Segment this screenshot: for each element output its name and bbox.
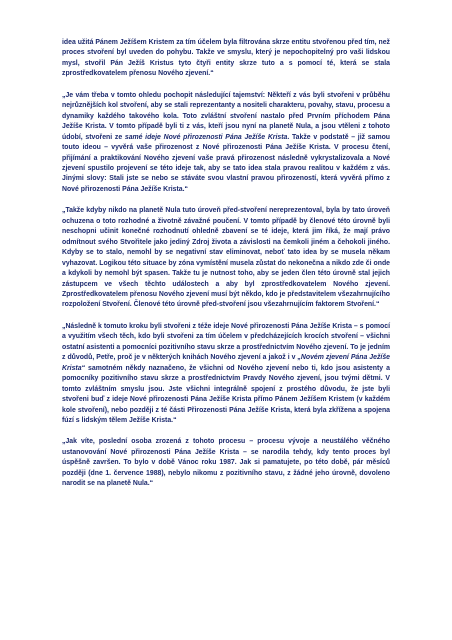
paragraph-text: idea užitá Pánem Ježíšem Kristem za tím účelem byla filtrována skrze entitu stvořenou před tím, než proces stvoření byl uveden do pohybu. Takže ve smyslu, který je nepochopitelný pro vaši lidskou mysl, stvořil Pán Ježíš Kristus tyto čtyři entity skrze tuto a s pomocí té, která se stala zprostředkovatelem přenosu Nového zjevení.“	[62, 39, 390, 78]
paragraph-text: „Jak víte, poslední osoba zrozená z tohoto procesu – procesu vývoje a neustálého věčného ustanovování Nové přirozenosti Pána Ježíše Krista – se narodila tehdy, kdy tento proces byl úspěšně završen. To bylo v době Vánoc roku 1987. Jak si pamatujete, po této době, pár měsíců později (dne 1. července 1988), nebylo nikomu z pozitivního stavu, z žádné jeho úrovně, dovoleno narodit se na planetě Nula.“	[62, 438, 390, 488]
paragraph-4	[62, 322, 390, 427]
emphasized-book-title: „Novém zjevení Pána Ježíše Krista“	[62, 354, 390, 372]
paragraph-text: samotném někdy naznačeno, že všichni od Nového zjevení nebo ti, kdo jsou asistenty a pomocníky pozitivního stavu skrze a prostřednictvím Pravdy Nového zjevení, jsou tvými dětmi. V tomto zvláštním smyslu jsou. Jste všichni integrálně spojení z prostého důvodu, že jste byli stvořeni buď z ideje Nové přirozenosti Pána Ježíše Krista přímo Pánem Ježíšem Kristem (v každém kole stvoření), nebo později z té části Přirozenosti Pána Ježíše Krista, která byla zkřížena a spojena fúzí s lidským tělem Ježíše Krista.“	[62, 364, 390, 424]
paragraph-text: „Je vám třeba v tomto ohledu pochopit následující tajemství: Někteří z vás byli stvořeni v průběhu nejrůznějších kol stvoření, aby se stali reprezentanty a nositeli charakteru, povahy, stavu, procesu a dynamiky každého takového kola. Toto zvláštní stvoření nastalo před Prvním příchodem Pána Ježíše Krista. V tomto případě byli ti z vás, kteří jsou nyní na planetě Nula, a jsou vtěleni z tohoto údobí, stvořeni ze	[62, 91, 390, 141]
paragraph-text: „Takže kdyby nikdo na planetě Nula tuto úroveň před-stvoření nereprezentoval, byla by tato úroveň ochuzena o toto rozhodné a životně závažné poučení. V tomto případě by členové této úrovně byli neschopni učinit konečné rozhodnutí ohledně zbavení se té ideje, která jim říká, že mají právo odmítnout svého Stvořitele jako jediný Zdroj života a závislosti na čemkoli jiném a čehokoli jiného. Kdyby se to stalo, nemohl by se negativní stav eliminovat, neboť tato idea by se musela někam vyhazovat. Logikou této situace by zóna vymístění musela zůstat do nekonečna a nikdo zde či onde a kdykoli by nemohl být spasen. Takže tu je nutnost toho, aby se jeden člen této úrovně stal jejich zástupcem ve všech těchto událostech a aby byl zprostředkovatelem Nového zjevení. Zprostředkovatelem přenosu Nového zjevení musí být někdo, kdo je představitelem všezahrnujícího rozpoložení Stvoření. Členové této úrovně před-stvoření jsou všezahrnujícím faktorem Stvoření.“	[62, 207, 390, 309]
paragraph-1	[62, 38, 390, 80]
paragraph-5	[62, 437, 390, 489]
paragraph-text: . Takže v podstatě – již samou touto ideou – vyvěrá vaše přirozenost z Nové přirozenosti Pána Ježíše Krista. V procesu čtení, přijímání a praktikování Nového zjevení vaše pravá přirozenost následně vykrystalizovala a Nové zjevení spustilo projevení se této ideje tak, aby se tato idea stala pravou realitou v každém z vás. Jinými slovy: Stali jste se nebo se stáváte svou vlastní pravou přirozeností, která vyvěrá přímo z Nové přirozenosti Pána Ježíše Krista.“	[62, 133, 390, 193]
emphasized-text: samé ideje Nové přirozenosti Pána Ježíše Krista	[124, 133, 288, 141]
paragraph-2	[62, 91, 390, 196]
paragraph-text: „Následně k tomuto kroku byli stvořeni z téže ideje Nové přirozenosti Pána Ježíše Krista – s pomocí a využitím všech těch, kdo byli stvořeni za tím účelem v předcházejících krocích stvoření – všichni ostatní asistenti a pomocníci pozitivního stavu skrze a prostřednictvím Nového zjevení. To je jedním z důvodů, Petře, proč je v některých knihách Nového zjevení a jakož i v	[62, 322, 390, 362]
paragraph-3	[62, 206, 390, 311]
